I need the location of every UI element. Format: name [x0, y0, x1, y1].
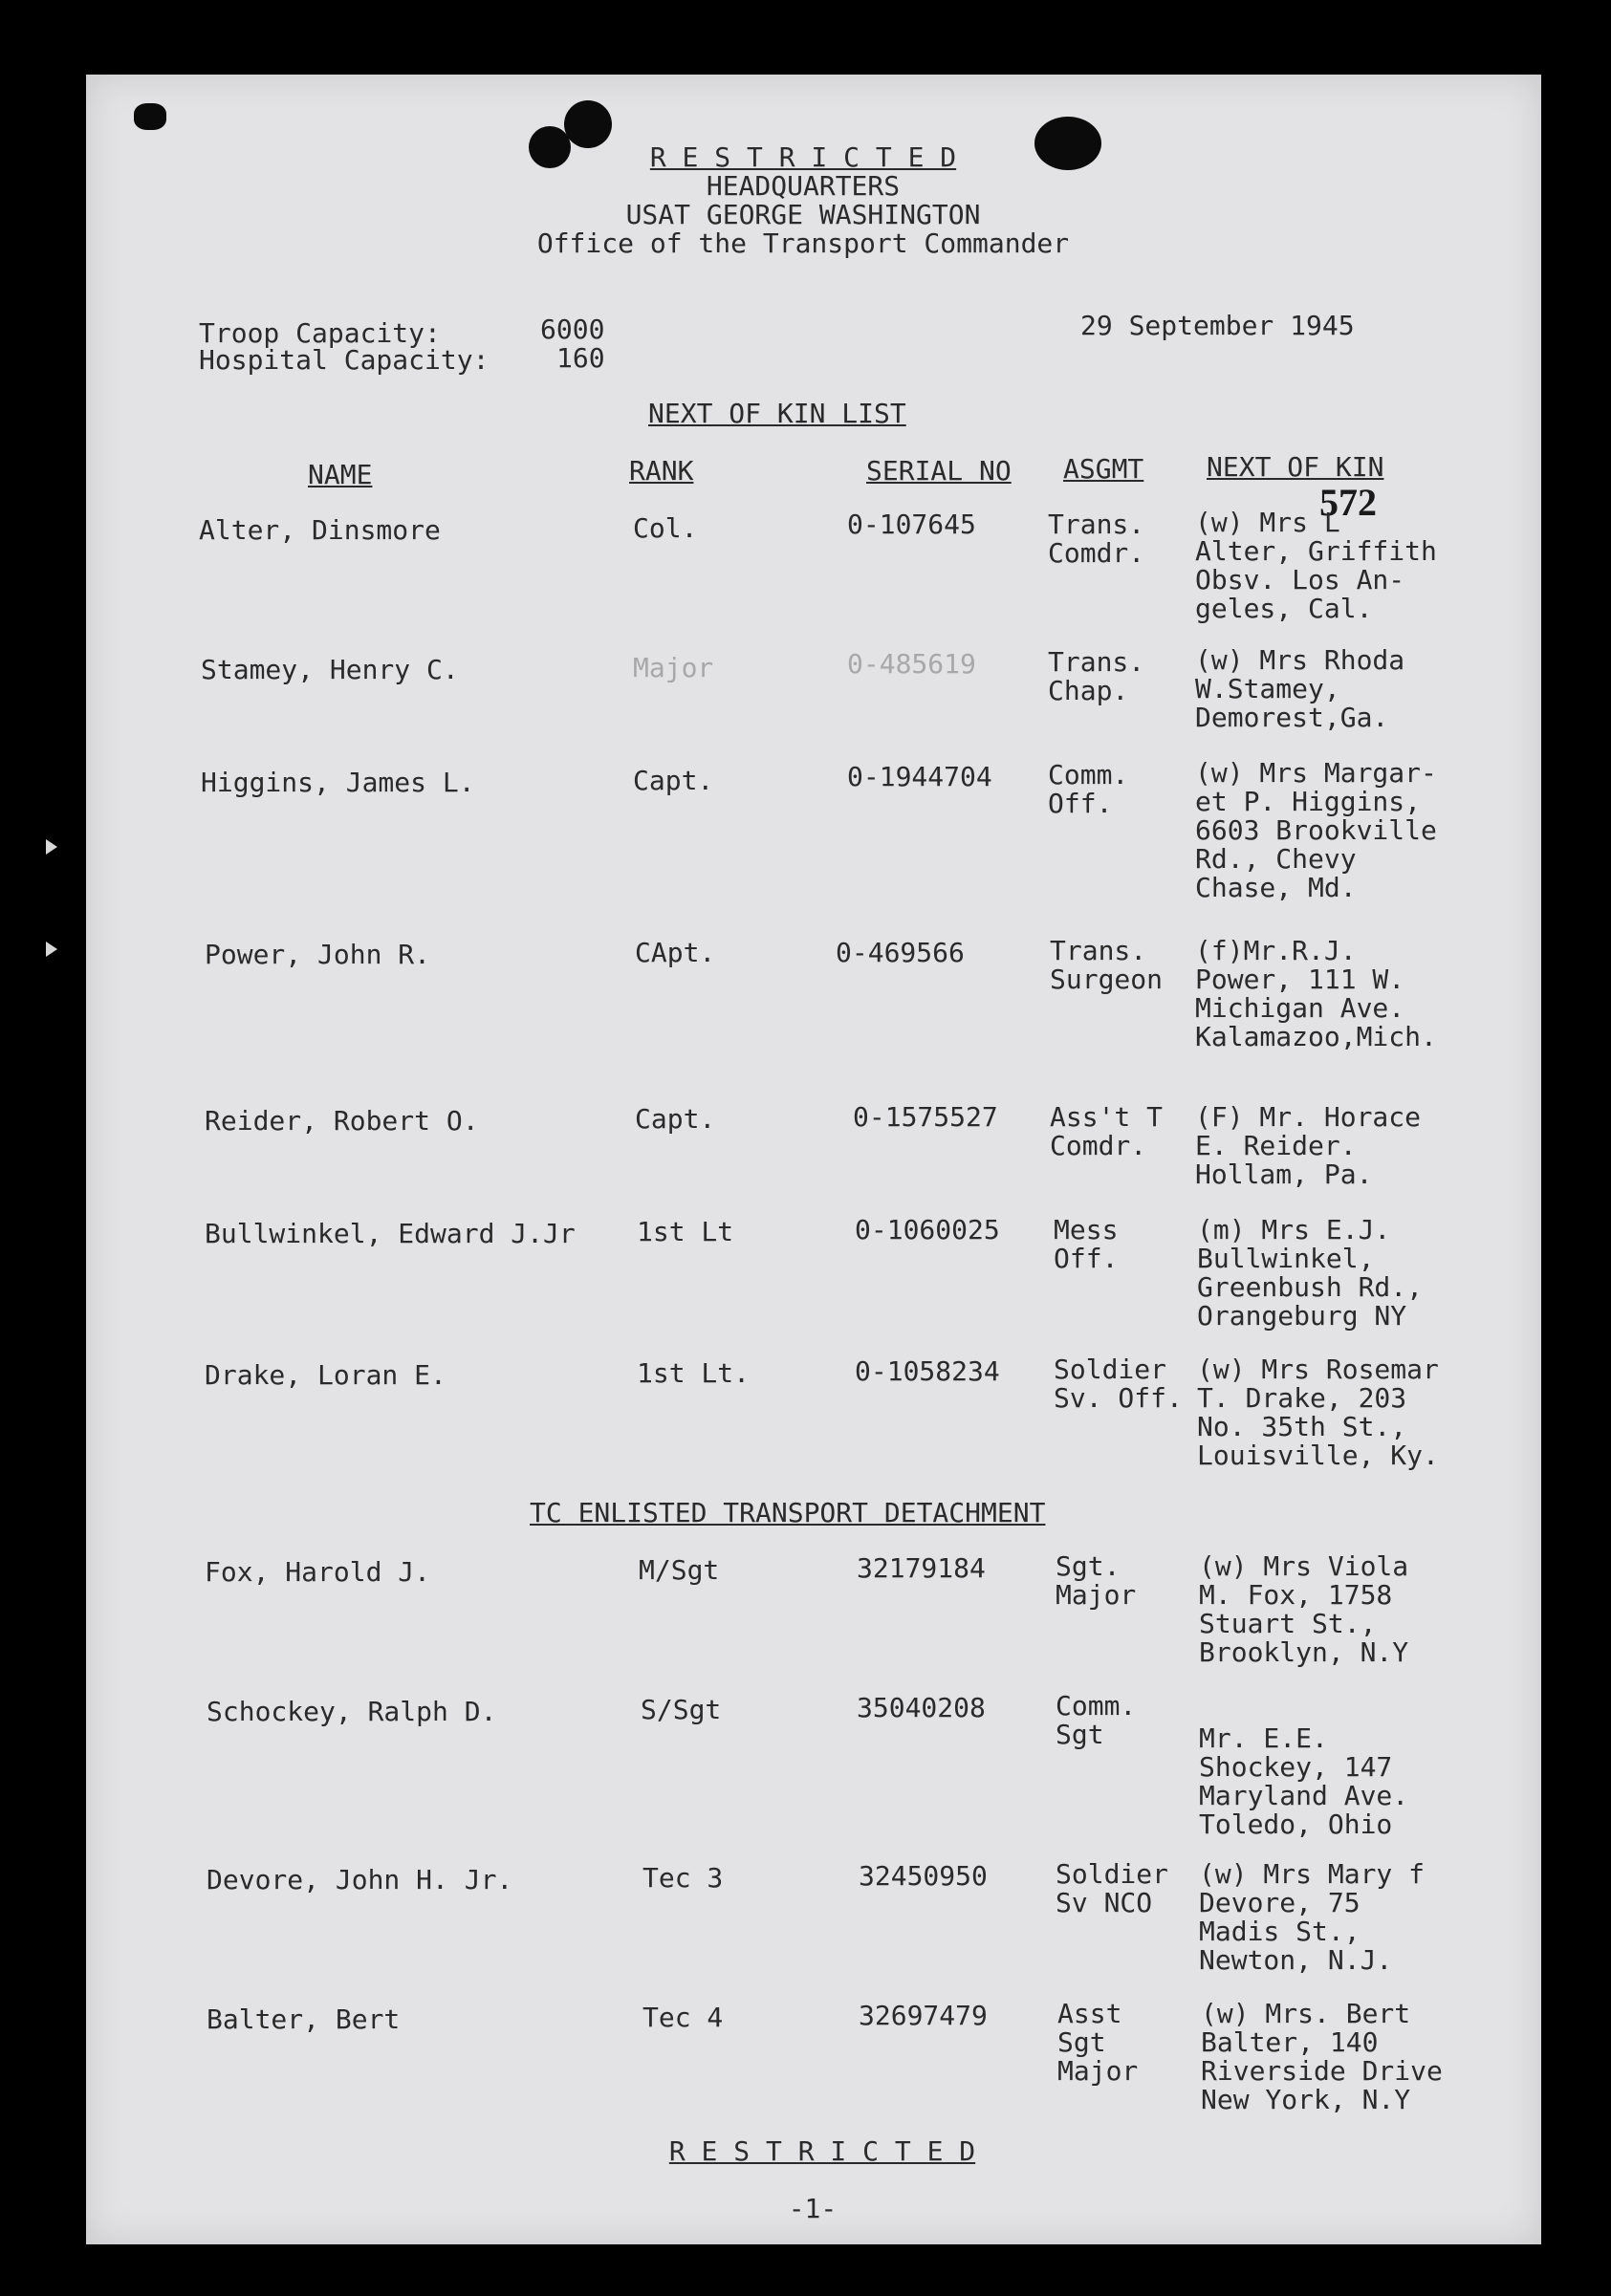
rank-cell: Col.	[633, 512, 698, 544]
name-cell: Higgins, James L.	[201, 767, 475, 798]
restricted-bottom: R E S T R I C T E D	[668, 2135, 976, 2167]
name-cell: Drake, Loran E.	[205, 1359, 446, 1391]
header-hq: HEADQUARTERS	[706, 170, 901, 202]
name-cell: Schockey, Ralph D.	[207, 1696, 497, 1727]
next-of-kin-cell: (w) Mrs Viola M. Fox, 1758 Stuart St., Brooklyn, N.Y	[1199, 1550, 1409, 1668]
serial-cell: 32450950	[859, 1860, 988, 1892]
assignment-cell: Mess Off.	[1054, 1214, 1119, 1274]
troop-capacity-label: Troop Capacity:	[199, 317, 441, 349]
next-of-kin-cell: (F) Mr. Horace E. Reider. Hollam, Pa.	[1195, 1101, 1422, 1190]
page-number: -1-	[788, 2193, 838, 2224]
next-of-kin-cell: (w) Mrs L Alter, Griffith Obsv. Los An- geles, Cal.	[1195, 507, 1437, 624]
restricted-top: R E S T R I C T E D	[649, 141, 957, 173]
name-cell: Fox, Harold J.	[205, 1556, 431, 1588]
name-cell: Bullwinkel, Edward J.Jr	[205, 1218, 576, 1249]
rank-cell: Capt.	[633, 765, 714, 796]
next-of-kin-cell: (w) Mrs. Bert Balter, 140 Riverside Drive New York, N.Y	[1201, 1998, 1443, 2115]
assignment-cell: Soldier Sv NCO	[1056, 1858, 1169, 1918]
assignment-cell: Comm. Off.	[1048, 759, 1129, 819]
serial-cell: 0-1060025	[855, 1214, 1000, 1245]
assignment-cell: Trans. Chap.	[1048, 646, 1145, 706]
name-cell: Alter, Dinsmore	[199, 514, 441, 546]
enlisted-section-title: TC ENLISTED TRANSPORT DETACHMENT	[530, 1497, 1046, 1528]
column-header-rank: RANK	[629, 455, 694, 487]
serial-cell: 35040208	[857, 1692, 986, 1723]
ink-blot	[134, 103, 166, 130]
hospital-capacity-label: Hospital Capacity:	[199, 344, 490, 376]
name-cell: Balter, Bert	[207, 2004, 401, 2035]
punch-hole-left	[529, 126, 571, 168]
assignment-cell: Comm. Sgt	[1056, 1690, 1137, 1750]
document-date: 29 September 1945	[1080, 310, 1355, 341]
next-of-kin-cell: (m) Mrs E.J. Bullwinkel, Greenbush Rd., Orangeburg NY	[1197, 1214, 1424, 1332]
column-header-name: NAME	[308, 459, 373, 490]
troop-capacity-value: 6000	[540, 314, 605, 345]
serial-cell: 32697479	[859, 2000, 988, 2031]
edge-mark-1	[46, 839, 57, 855]
header-office: Office of the Transport Commander	[536, 227, 1070, 259]
assignment-cell: Trans. Surgeon	[1050, 935, 1164, 995]
assignment-cell: Ass't T Comdr.	[1050, 1101, 1164, 1161]
serial-cell: 0-1944704	[847, 761, 992, 792]
rank-cell: M/Sgt	[639, 1554, 720, 1586]
assignment-cell: Sgt. Major	[1056, 1550, 1137, 1611]
rank-cell: CApt.	[635, 937, 716, 968]
serial-cell: 32179184	[857, 1552, 986, 1584]
rank-cell: 1st Lt.	[637, 1357, 751, 1389]
hospital-capacity-value: 160	[556, 342, 605, 374]
serial-cell: 0-107645	[847, 509, 976, 540]
next-of-kin-cell: (w) Mrs Rhoda W.Stamey, Demorest,Ga.	[1195, 644, 1405, 733]
rank-cell: 1st Lt	[637, 1216, 734, 1247]
punch-hole-center	[564, 100, 612, 148]
assignment-cell: Trans. Comdr.	[1048, 509, 1145, 569]
assignment-cell: Soldier Sv. Off.	[1054, 1354, 1183, 1414]
serial-cell: 0-1058234	[855, 1355, 1000, 1387]
rank-cell: Tec 4	[642, 2002, 724, 2033]
next-of-kin-cell: (f)Mr.R.J. Power, 111 W. Michigan Ave. Kalamazoo,Mich.	[1195, 935, 1437, 1052]
next-of-kin-cell: (w) Mrs Margar- et P. Higgins, 6603 Brookville Rd., Chevy Chase, Md.	[1195, 757, 1437, 903]
list-title: NEXT OF KIN LIST	[648, 398, 906, 429]
column-header-serial: SERIAL NO	[866, 455, 1012, 487]
serial-cell: 0-469566	[836, 937, 965, 968]
assignment-cell: Asst Sgt Major	[1057, 1998, 1139, 2087]
serial-cell: 0-1575527	[853, 1101, 998, 1133]
rank-cell: Major	[633, 652, 714, 683]
header-ship: USAT GEORGE WASHINGTON	[625, 199, 981, 230]
next-of-kin-cell: (w) Mrs Mary f Devore, 75 Madis St., Newton, N.J.	[1199, 1858, 1426, 1976]
rank-cell: Capt.	[635, 1103, 716, 1135]
name-cell: Stamey, Henry C.	[201, 654, 459, 685]
rank-cell: Tec 3	[642, 1862, 724, 1894]
rank-cell: S/Sgt	[641, 1694, 722, 1725]
edge-mark-2	[46, 942, 57, 957]
next-of-kin-cell: Mr. E.E. Shockey, 147 Maryland Ave. Toledo, Ohio	[1199, 1722, 1409, 1840]
name-cell: Reider, Robert O.	[205, 1105, 479, 1137]
punch-hole-right	[1034, 117, 1101, 170]
next-of-kin-cell: (w) Mrs Rosemar T. Drake, 203 No. 35th St., Louisville, Ky.	[1197, 1354, 1439, 1471]
serial-cell: 0-485619	[847, 648, 976, 680]
name-cell: Power, John R.	[205, 939, 431, 970]
name-cell: Devore, John H. Jr.	[207, 1864, 513, 1895]
column-header-asgmt: ASGMT	[1063, 453, 1144, 485]
column-header-next-of-kin: NEXT OF KIN	[1207, 451, 1384, 483]
page-stamp-number: 572	[1319, 481, 1377, 524]
